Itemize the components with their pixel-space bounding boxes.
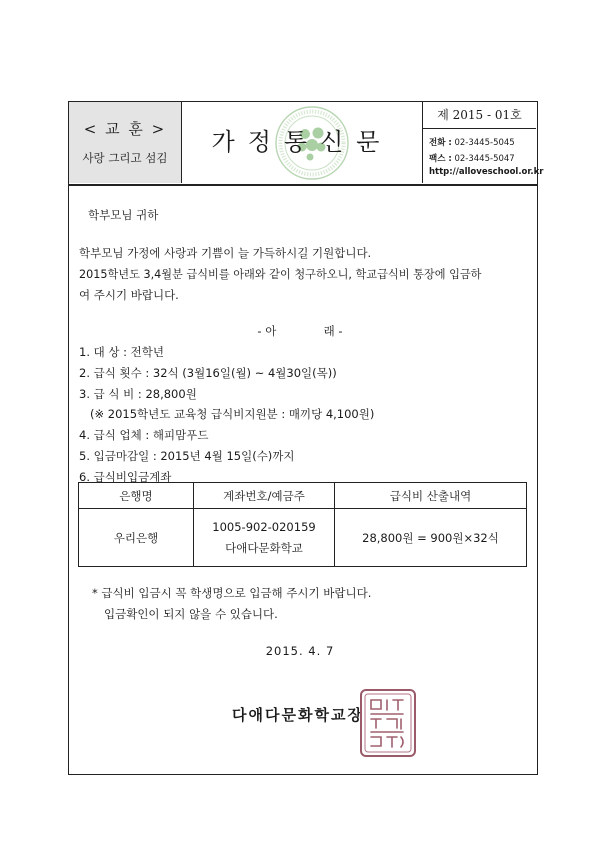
bank-name-cell: 우리은행 bbox=[79, 509, 194, 567]
newsletter-header bbox=[69, 102, 544, 186]
bank-account-table bbox=[78, 482, 527, 567]
contact-info-box bbox=[422, 102, 544, 183]
table-row bbox=[79, 509, 527, 567]
section-heading-close: 래 - bbox=[323, 324, 343, 338]
item-target: 1. 대 상 : 전학년 bbox=[79, 345, 165, 359]
header-bank-name: 은행명 bbox=[79, 483, 194, 509]
request-text-line2: 여 주시기 바랍니다. bbox=[79, 288, 179, 302]
note-line1: * 급식비 입금시 꼭 학생명으로 입금해 주시기 바랍니다. bbox=[92, 586, 372, 600]
note-line2: 입금확인이 되지 않을 수 있습니다. bbox=[104, 607, 278, 621]
fax-line bbox=[429, 152, 515, 164]
item-subsidy-note: (※ 2015학년도 교육청 급식비지원분 : 매끼당 4,100원) bbox=[90, 407, 375, 421]
official-seal-icon bbox=[359, 688, 417, 758]
header-calculation: 급식비 산출내역 bbox=[335, 483, 527, 509]
newsletter-title: 가정통신문 bbox=[211, 128, 393, 156]
account-cell bbox=[194, 509, 335, 567]
motto-title: < 교 훈 > bbox=[83, 120, 167, 138]
phone-line bbox=[429, 136, 515, 148]
fax-number: 02-3445-5047 bbox=[454, 154, 515, 164]
phone-label: 전화 : bbox=[429, 138, 452, 148]
issue-number: 제 2015 - 01호 bbox=[423, 102, 536, 129]
item-meal-count: 2. 급식 횟수 : 32식 (3월16일(월) ~ 4월30일(목)) bbox=[79, 366, 337, 380]
item-vendor: 4. 급식 업체 : 해피맘푸드 bbox=[79, 428, 209, 442]
account-number: 1005-902-020159 bbox=[212, 519, 316, 534]
issue-date: 2015. 4. 7 bbox=[265, 644, 335, 658]
greeting-text: 학부모님 가정에 사랑과 기쁨이 늘 가득하시길 기원합니다. bbox=[79, 246, 372, 260]
request-text-line1: 2015학년도 3,4월분 급식비를 아래와 같이 청구하오니, 학교급식비 통장에 입금하 bbox=[79, 268, 482, 281]
item-account: 6. 급식비입금계좌 bbox=[79, 470, 172, 484]
section-heading-open: - 아 bbox=[257, 324, 277, 338]
calculation-cell: 28,800원 = 900원×32식 bbox=[335, 509, 527, 567]
principal-signature: 다애다문화학교장 bbox=[232, 706, 364, 724]
account-holder: 다애다문화학교 bbox=[225, 540, 303, 555]
school-motto-box bbox=[69, 102, 182, 183]
item-deadline: 5. 입금마감일 : 2015년 4월 15일(수)까지 bbox=[79, 449, 295, 463]
section-heading bbox=[0, 323, 600, 339]
header-account: 계좌번호/예금주 bbox=[194, 483, 335, 509]
website-link[interactable]: http://alloveschool.or.kr bbox=[429, 167, 544, 177]
fax-label: 팩스 : bbox=[429, 154, 452, 164]
addressee: 학부모님 귀하 bbox=[88, 208, 159, 222]
phone-number: 02-3445-5045 bbox=[454, 138, 515, 148]
item-meal-fee: 3. 급 식 비 : 28,800원 bbox=[79, 387, 197, 401]
motto-text: 사랑 그리고 섬김 bbox=[82, 151, 168, 165]
table-header-row bbox=[79, 483, 527, 509]
